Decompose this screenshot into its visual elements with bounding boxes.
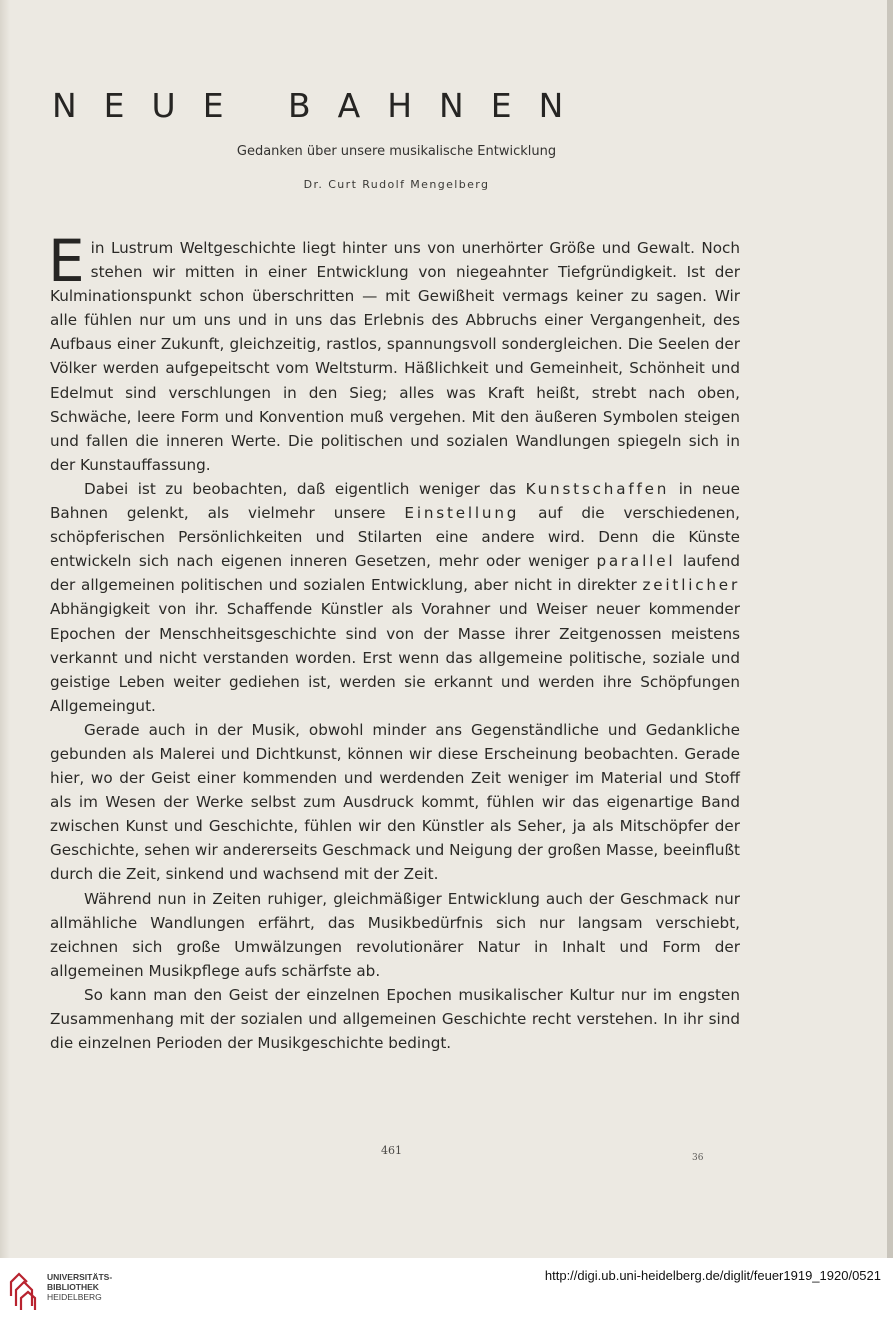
spaced-emphasis-zeitlicher: zeitlicher <box>642 576 740 595</box>
paragraph-1-text: in Lustrum Weltgeschichte liegt hinter uns von unerhörter Größe und Gewalt. Noch stehen wir mitten in einer Entwicklung von niegeahnter Tiefgründigkeit. Ist der Kulminationspunkt schon überschritten — mit Gewißheit vermags keiner zu sagen. Wir alle fühlen nur um uns und in uns das Erlebnis des Abbruchs einer Vergangenheit, des Aufbaus einer Zukunft, gleichzeitig, rastlos, spannungsvoll sondergleichen. Die Seelen der Völker werden aufgepeitscht vom Weltsturm. Häßlichkeit und Gemeinheit, Schönheit und Edelmut sind verschlungen in den Sieg; alles was Kraft heißt, strebt nach oben, Schwäche, leere Form und Konvention muß vergehen. Mit den äußeren Symbolen steigen und fallen die inneren Werte. Die politischen und sozialen Wandlungen spiegeln sich in der Kunstauffassung. <box>50 239 740 474</box>
paragraph-2-part-d: laufend der allgemeinen politischen und sozialen Entwicklung, aber nicht in direkter <box>50 552 740 595</box>
spaced-emphasis-kunstschaffen: Kunstschaffen <box>525 479 670 498</box>
article-title: NEUE BAHNEN <box>52 86 591 125</box>
article-author: Dr. Curt Rudolf Mengelberg <box>303 178 490 191</box>
page-number: 461 <box>381 1144 402 1157</box>
printer-signature: 36 <box>692 1153 704 1163</box>
article-body <box>48 227 740 1055</box>
paragraph-2-part-b: in neue Bahnen gelenkt, als vielmehr unsere <box>50 479 740 523</box>
library-name <box>47 1272 112 1302</box>
paragraph-2-part-e: Abhängigkeit von ihr. Schaffende Künstler als Vorahner und Weiser neuer kommender Epochen der Menschheitsgeschichte sind von der Masse ihrer Zeitgenossen meistens verkannt und nicht verstanden worden. Erst wenn das allgemeine politische, soziale und geistige Leben weiter gediehen ist, werden sie erkannt und werden ihre Schöpfungen Allgemeingut. <box>50 600 740 715</box>
paragraph-5: So kann man den Geist der einzelnen Epochen musikalischer Kultur nur im engsten Zusammenhang mit der sozialen und allgemeinen Geschichte recht verstehen. In ihr sind die einzelnen Perioden der Musikgeschichte bedingt. <box>50 985 740 1053</box>
viewer-footer <box>0 1258 893 1322</box>
article-subtitle: Gedanken über unsere musikalische Entwicklung <box>236 144 557 159</box>
paragraph-2-part-c: auf die verschiedenen, schöpferischen Persönlichkeiten und Stilarten eine andere wird. Denn die Künste entwickeln sich nach eigenen inneren Gesetzen, mehr oder weniger <box>50 504 740 571</box>
library-line-2: BIBLIOTHEK <box>47 1282 99 1292</box>
paragraph-1 <box>48 227 740 477</box>
paragraph-2-part-a: Dabei ist zu beobachten, daß eigentlich weniger das <box>84 479 526 498</box>
permalink-url[interactable]: http://digi.ub.uni-heidelberg.de/diglit/feuer1919_1920/0521 <box>544 1268 881 1283</box>
university-library-logo-icon[interactable] <box>8 1266 38 1312</box>
paragraph-4: Während nun in Zeiten ruhiger, gleichmäßiger Entwicklung auch der Geschmack nur allmähliche Wandlungen erfährt, das Musikbedürfnis sich nur langsam verschiebt, zeichnen sich große Umwälzungen revolutionärer Natur in Inhalt und Form der allgemeinen Musikpflege aufs schärfste ab. <box>50 889 740 980</box>
spaced-emphasis-einstellung: Einstellung <box>404 504 520 523</box>
drop-cap: E <box>48 227 85 295</box>
library-line-1: UNIVERSITÄTS- <box>47 1272 113 1282</box>
paragraph-3: Gerade auch in der Musik, obwohl minder ans Gegenständliche und Gedankliche gebunden als Malerei und Dichtkunst, können wir diese Erscheinung beobachten. Gerade hier, wo der Geist einer kommenden und werdenden Zeit weniger im Material und Stoff als im Wesen der Werke selbst zum Ausdruck kommt, fühlen wir das eigenartige Band zwischen Kunst und Geschichte, fühlen wir den Künstler als Seher, ja als Mitschöpfer der Geschichte, sehen wir andererseits Geschmack und Neigung der großen Masse, beeinflußt durch die Zeit, sinkend und wachsend mit der Zeit. <box>50 720 740 884</box>
library-line-3: HEIDELBERG <box>47 1292 102 1302</box>
spaced-emphasis-parallel: parallel <box>596 552 676 571</box>
paragraph-2 <box>50 477 740 718</box>
